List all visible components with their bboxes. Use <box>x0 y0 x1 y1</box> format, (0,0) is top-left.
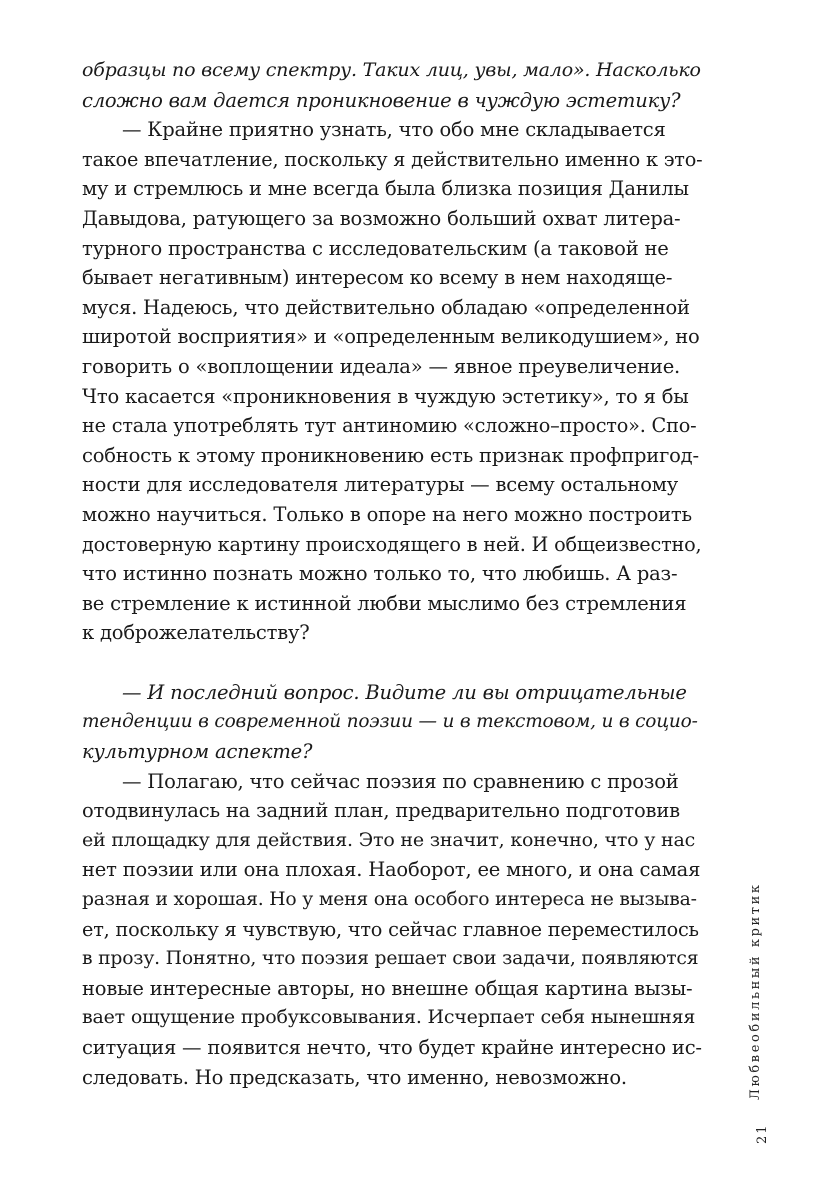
question-continued <box>82 56 702 115</box>
text-line: отодвинулась на задний план, предварительно подготовив <box>82 799 680 823</box>
text-line: что истинно познать можно только то, что любишь. А раз- <box>82 562 678 586</box>
text-line: в прозу. Понятно, что поэзия решает свои задачи, появляются <box>82 948 699 970</box>
text-line: ности для исследователя литературы — всему остальному <box>82 473 678 497</box>
page-number: 21 <box>755 1123 770 1144</box>
text-line: образцы по всему спектру. Таких лиц, увы, мало». Насколько <box>82 59 701 81</box>
text-line: говорить о «воплощении идеала» — явное преувеличение. <box>82 354 681 378</box>
text-line: такое впечатление, поскольку я действительно именно к это- <box>82 147 703 171</box>
text-line: собность к этому проникновению есть признак профпригод- <box>82 443 699 467</box>
text-line: — Крайне приятно узнать, что обо мне складывается <box>122 118 666 142</box>
text-line: ситуация — появится нечто, что будет крайне интересно ис- <box>82 1036 702 1059</box>
text-line: сложно вам дается проникновение в чуждую эстетику? <box>82 88 681 112</box>
text-line: культурном аспекте? <box>82 740 313 764</box>
text-line: можно научиться. Только в опоре на него можно построить <box>82 502 692 526</box>
answer-paragraph-1 <box>82 115 702 648</box>
paragraph-gap <box>82 648 702 678</box>
text-line: ей площадку для действия. Это не значит, конечно, что у нас <box>82 828 696 851</box>
text-line: разная и хорошая. Но у меня она особого интереса не вызыва- <box>82 889 697 911</box>
text-line: широтой восприятия» и «определенным великодушием», но <box>82 325 700 349</box>
text-line: му и стремлюсь и мне всегда была близка позиция Данилы <box>82 177 689 201</box>
text-line: к доброжелательству? <box>82 621 310 645</box>
running-head: Любвеобильный критик <box>748 882 763 1100</box>
answer-paragraph-2 <box>82 767 702 1093</box>
text-line: новые интересные авторы, но внешне общая картина вызы- <box>82 976 693 1000</box>
text-line: турного пространства с исследовательским (а таковой не <box>82 236 669 260</box>
text-line: ве стремление к истинной любви мыслимо без стремления <box>82 591 687 615</box>
text-line: — Полагаю, что сейчас поэзия по сравнению с прозой <box>122 769 679 793</box>
text-line: ет, поскольку я чувствую, что сейчас главное переместилось <box>82 917 699 941</box>
text-line: вает ощущение пробуксовывания. Исчерпает себя нынешняя <box>82 1006 696 1029</box>
question-paragraph-2 <box>82 678 702 767</box>
text-line: тенденции в современной поэзии — и в текстовом, и в социо- <box>82 711 698 733</box>
text-line: — И последний вопрос. Видите ли вы отрицательные <box>122 680 687 704</box>
text-line: следовать. Но предсказать, что именно, невозможно. <box>82 1065 627 1089</box>
text-line: муся. Надеюсь, что действительно обладаю «определенной <box>82 295 690 319</box>
text-line: бывает негативным) интересом ко всему в нем находяще- <box>82 266 673 290</box>
text-line: не стала употреблять тут антиномию «сложно–просто». Спо- <box>82 414 697 438</box>
text-line: нет поэзии или она плохая. Наоборот, ее много, и она самая <box>82 858 701 882</box>
text-line: Что касается «проникновения в чуждую эстетику», то я бы <box>82 384 689 408</box>
text-line: достоверную картину происходящего в ней. И общеизвестно, <box>82 532 702 556</box>
page-text <box>82 56 702 1092</box>
text-line: Давыдова, ратующего за возможно больший охват литера- <box>82 206 681 230</box>
